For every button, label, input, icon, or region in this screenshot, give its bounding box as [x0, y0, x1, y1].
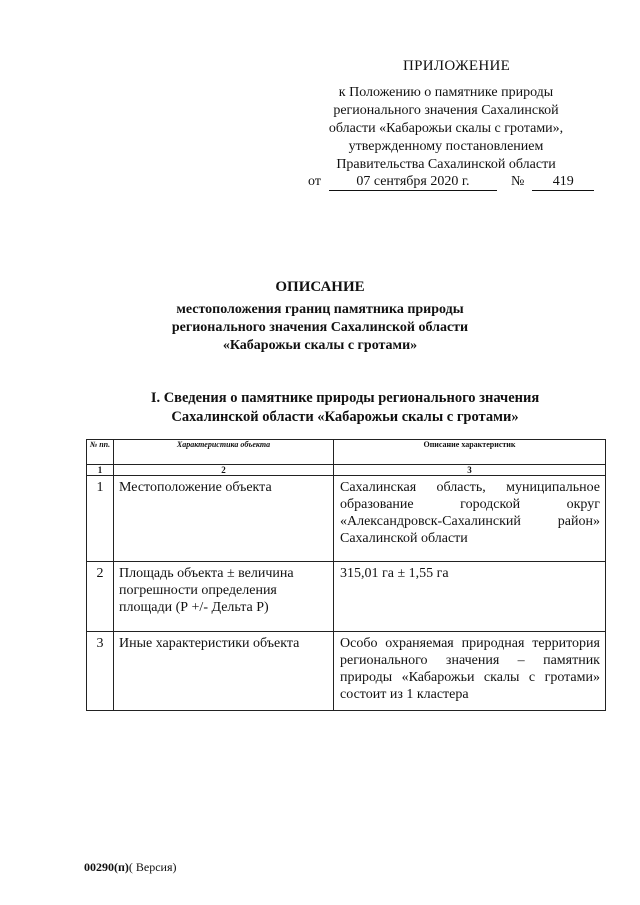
header-description: Описание характеристик — [334, 440, 606, 465]
subtitle-line: регионального значения Сахалинской области — [171, 320, 469, 335]
row-characteristic: Иные характеристики объекта — [114, 632, 334, 711]
header-number: № пп. — [87, 440, 114, 465]
column-number-row — [87, 465, 606, 476]
decree-date: 07 сентября 2020 г. — [329, 174, 497, 191]
subtitle-line: «Кабарожьи скалы с гротами» — [222, 338, 418, 353]
row-description: Сахалинская область, муниципальное образование городской округ «Александровск-Сахалинский район» Сахалинской области — [334, 476, 606, 562]
section-heading-line: Сахалинской области «Кабарожьи скалы с гротами» — [171, 409, 519, 425]
decree-date-row — [308, 174, 594, 191]
characteristics-table — [86, 439, 606, 711]
decree-number: 419 — [532, 174, 594, 191]
appendix-reference — [300, 84, 592, 174]
column-number: 3 — [334, 465, 606, 476]
date-prefix: от — [308, 174, 321, 189]
document-title: ОПИСАНИЕ — [275, 279, 365, 295]
row-description: Особо охраняемая природная территория регионального значения – памятник природы «Кабарожьи скалы с гротами» состоит из 1 кластера — [334, 632, 606, 711]
appendix-line: регионального значения Сахалинской — [333, 103, 559, 118]
table-row — [87, 632, 606, 711]
section-heading — [110, 389, 580, 427]
column-number: 1 — [87, 465, 114, 476]
column-number: 2 — [114, 465, 334, 476]
row-number: 1 — [87, 476, 114, 562]
row-characteristic: Площадь объекта ± величина погрешности определения площади (Р +/- Дельта Р) — [114, 562, 334, 632]
table-header-row — [87, 440, 606, 465]
row-number: 3 — [87, 632, 114, 711]
header-characteristic: Характеристика объекта — [114, 440, 334, 465]
appendix-line: Правительства Сахалинской области — [336, 157, 556, 172]
table-row — [87, 476, 606, 562]
document-subtitle — [120, 301, 520, 355]
row-description: 315,01 га ± 1,55 га — [334, 562, 606, 632]
footer-version-label: ( Версия) — [128, 860, 177, 874]
appendix-line: к Положению о памятнике природы — [338, 85, 554, 100]
table-row — [87, 562, 606, 632]
row-number: 2 — [87, 562, 114, 632]
footer-code: 00290(п) — [84, 860, 129, 874]
section-heading-line: I. Сведения о памятнике природы регионального значения — [150, 390, 540, 406]
appendix-line: области «Кабарожьи скалы с гротами», — [328, 121, 564, 136]
row-characteristic: Местоположение объекта — [114, 476, 334, 562]
appendix-title: ПРИЛОЖЕНИЕ — [403, 58, 511, 74]
number-sign: № — [510, 174, 525, 189]
footer-version — [84, 860, 177, 875]
subtitle-line: местоположения границ памятника природы — [176, 302, 464, 317]
appendix-line: утвержденному постановлением — [348, 139, 544, 154]
